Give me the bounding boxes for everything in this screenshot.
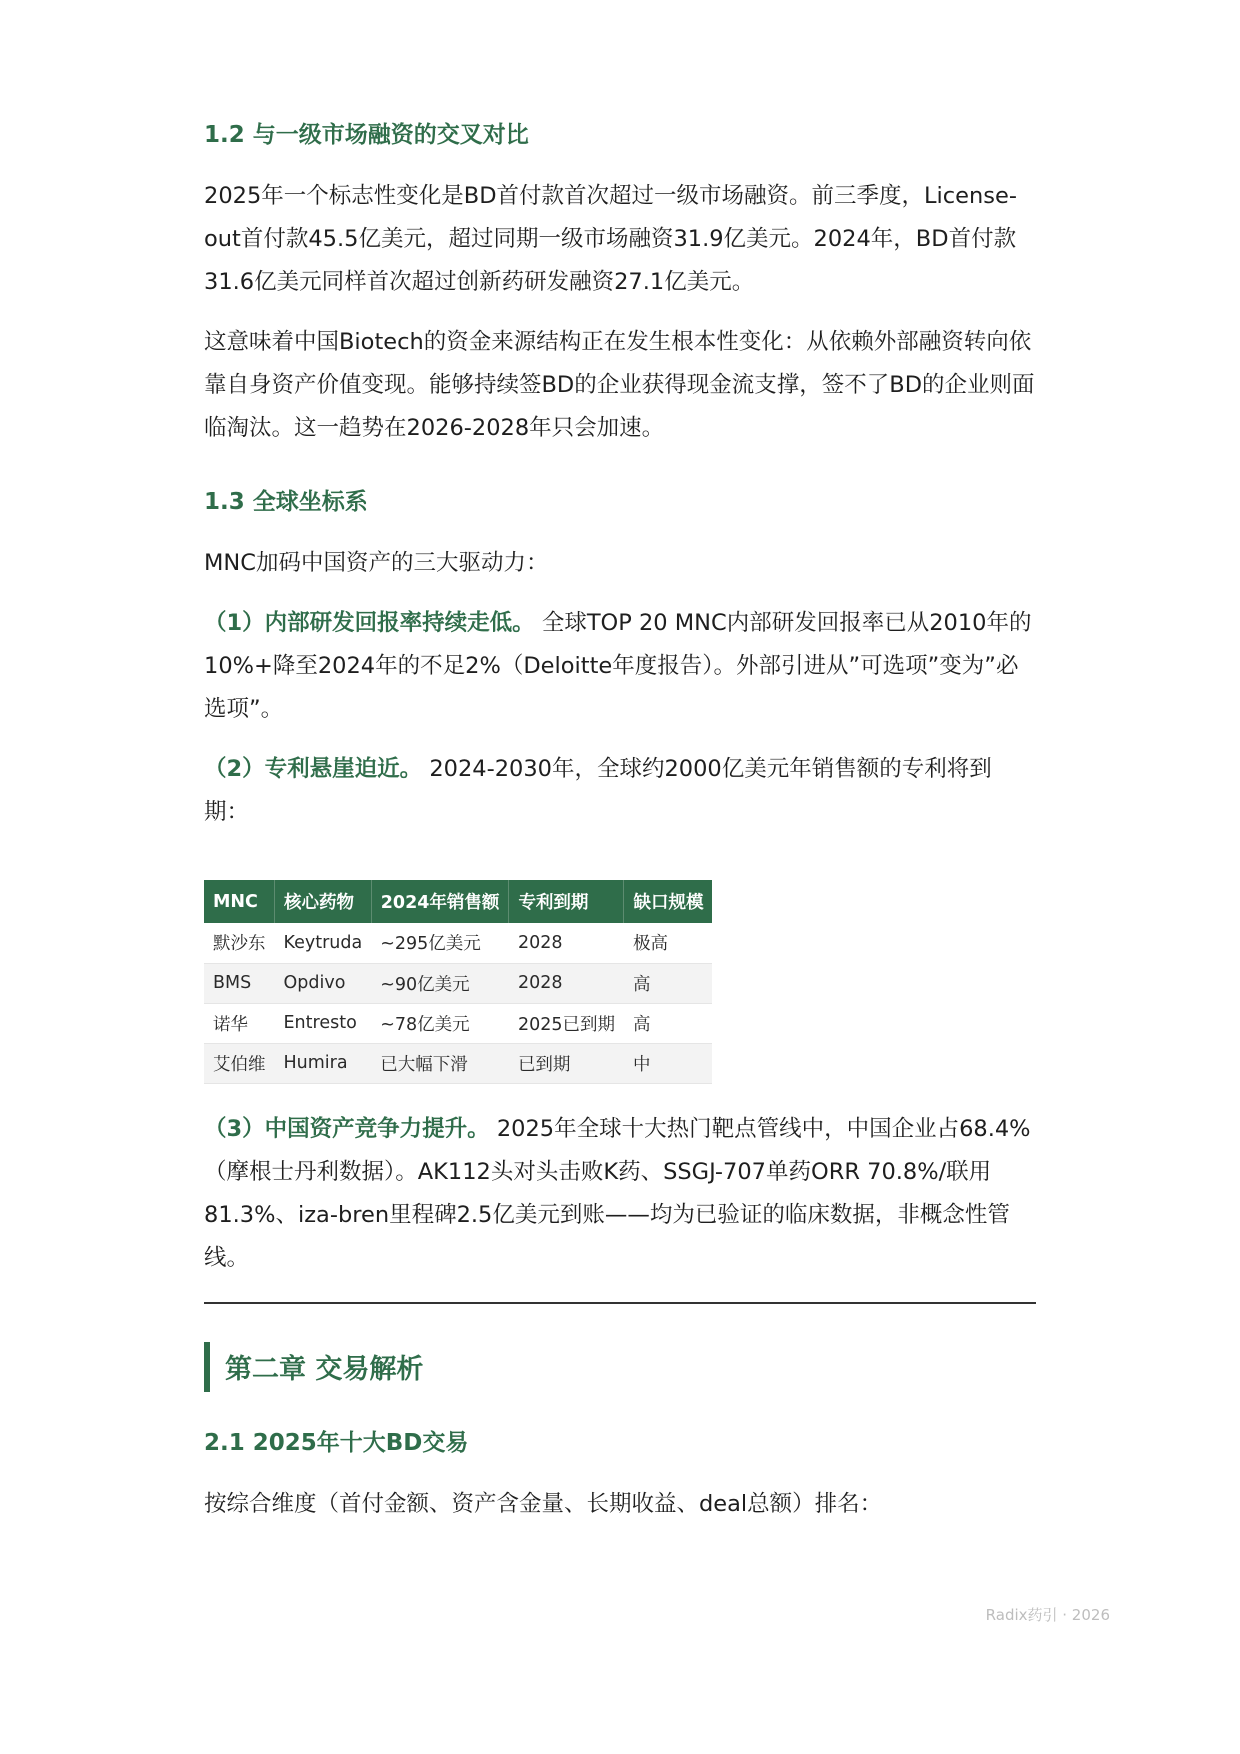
driver-1-body: 全球TOP 20 MNC内部研发回报率已从2010年的10%+降至2024年的不足2%（Deloitte年度报告）。外部引进从”可选项”变为”必选项”。 xyxy=(204,610,1032,722)
cell-drug: Entresto xyxy=(275,1003,372,1043)
cell-mnc: 诺华 xyxy=(204,1003,275,1043)
table-header-row xyxy=(204,880,712,923)
paragraph-drivers-intro: MNC加码中国资产的三大驱动力： xyxy=(204,550,549,576)
cell-drug: Humira xyxy=(275,1043,372,1083)
col-header-mnc: MNC xyxy=(204,880,275,923)
document-page xyxy=(204,118,1036,1526)
section-heading-1-3: 1.3 全球坐标系 xyxy=(204,489,368,515)
paragraph-bd-vs-financing: 2025年一个标志性变化是BD首付款首次超过一级市场融资。前三季度，License-out首付款45.5亿美元，超过同期一级市场融资31.9亿美元。2024年，BD首付款31.6亿美元同样首次超过创新药研发融资27.1亿美元。 xyxy=(204,183,1017,295)
cell-gap: 高 xyxy=(624,1003,713,1043)
cell-sales: ~90亿美元 xyxy=(371,963,509,1003)
cell-expiry: 2025已到期 xyxy=(509,1003,624,1043)
cell-gap: 高 xyxy=(624,963,713,1003)
cell-expiry: 2028 xyxy=(509,963,624,1003)
driver-2-body: 2024-2030年，全球约2000亿美元年销售额的专利将到期： xyxy=(204,756,992,825)
col-header-sales: 2024年销售额 xyxy=(371,880,509,923)
chapter-accent-bar xyxy=(204,1342,210,1392)
cell-drug: Opdivo xyxy=(275,963,372,1003)
page-footer: Radix药引 · 2026 xyxy=(985,1606,1110,1624)
chapter-heading xyxy=(204,1342,1036,1392)
cell-sales: ~78亿美元 xyxy=(371,1003,509,1043)
paragraph-funding-structure: 这意味着中国Biotech的资金来源结构正在发生根本性变化：从依赖外部融资转向依靠自身资产价值变现。能够持续签BD的企业获得现金流支撑，签不了BD的企业则面临淘汰。这一趋势在2026-2028年只会加速。 xyxy=(204,329,1035,441)
section-heading-2-1: 2.1 2025年十大BD交易 xyxy=(204,1429,469,1456)
table-row xyxy=(204,963,712,1003)
driver-2-lead: （2）专利悬崖迫近。 xyxy=(204,756,423,782)
cell-drug: Keytruda xyxy=(275,923,372,963)
col-header-expiry: 专利到期 xyxy=(509,880,624,923)
cell-sales: ~295亿美元 xyxy=(371,923,509,963)
cell-mnc: BMS xyxy=(204,963,275,1003)
cell-gap: 中 xyxy=(624,1043,713,1083)
cell-gap: 极高 xyxy=(624,923,713,963)
table-row xyxy=(204,923,712,963)
cell-mnc: 默沙东 xyxy=(204,923,275,963)
driver-1-lead: （1）内部研发回报率持续走低。 xyxy=(204,610,535,636)
section-heading-1-2: 1.2 与一级市场融资的交叉对比 xyxy=(204,122,529,148)
cell-expiry: 2028 xyxy=(509,923,624,963)
paragraph-driver-3 xyxy=(204,1108,1036,1280)
patent-cliff-table xyxy=(204,880,712,1084)
cell-sales: 已大幅下滑 xyxy=(371,1043,509,1083)
driver-3-body: 2025年全球十大热门靶点管线中，中国企业占68.4%（摩根士丹利数据）。AK112头对头击败K药、SSGJ-707单药ORR 70.8%/联用81.3%、iza-bren里程碑2.5亿美元到账——均为已验证的临床数据，非概念性管线。 xyxy=(204,1115,1031,1271)
driver-3-lead: （3）中国资产竞争力提升。 xyxy=(204,1115,490,1142)
col-header-drug: 核心药物 xyxy=(275,880,372,923)
col-header-gap: 缺口规模 xyxy=(624,880,713,923)
paragraph-ranking-criteria: 按综合维度（首付金额、资产含金量、长期收益、deal总额）排名： xyxy=(204,1490,883,1517)
paragraph-driver-2 xyxy=(204,748,1036,834)
cell-expiry: 已到期 xyxy=(509,1043,624,1083)
table-row xyxy=(204,1003,712,1043)
chapter-title: 第二章 交易解析 xyxy=(225,1354,424,1385)
table-row xyxy=(204,1043,712,1083)
cell-mnc: 艾伯维 xyxy=(204,1043,275,1083)
paragraph-driver-1 xyxy=(204,602,1036,731)
section-divider xyxy=(204,1302,1036,1304)
